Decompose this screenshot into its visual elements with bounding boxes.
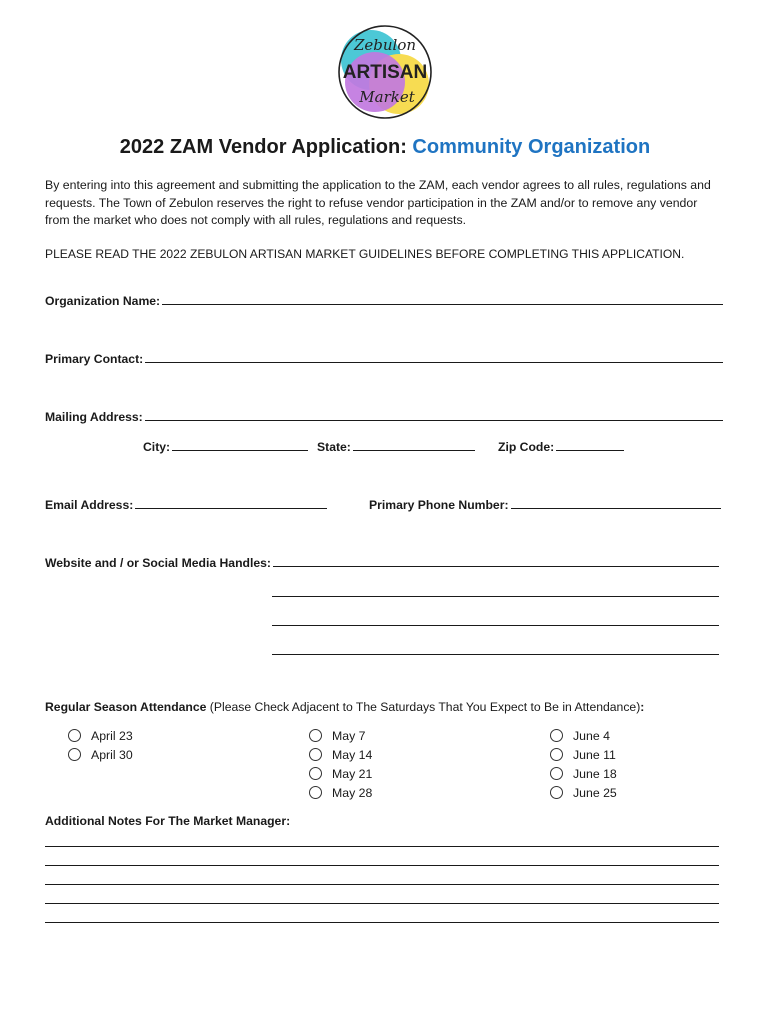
attendance-option[interactable] <box>309 726 372 745</box>
radio-circle-icon[interactable] <box>550 729 563 742</box>
mailing-address-label: Mailing Address: <box>45 410 143 424</box>
organization-name-input-line[interactable] <box>162 292 723 305</box>
attendance-option[interactable] <box>550 783 617 802</box>
website-social-label: Website and / or Social Media Handles: <box>45 556 271 570</box>
email-address-label: Email Address: <box>45 498 134 512</box>
attendance-option-label: May 7 <box>332 728 366 743</box>
primary-phone-field[interactable] <box>369 496 721 512</box>
attendance-option-label: June 4 <box>573 728 610 743</box>
attendance-option-label: May 28 <box>332 785 373 800</box>
email-address-input-line[interactable] <box>135 496 327 509</box>
city-label: City: <box>143 440 171 454</box>
additional-notes-label: Additional Notes For The Market Manager: <box>45 814 291 828</box>
city-input-line[interactable] <box>172 438 308 451</box>
state-field[interactable] <box>317 438 475 454</box>
attendance-option-label: June 11 <box>573 747 616 762</box>
intro-paragraph: By entering into this agreement and submitting the application to the ZAM, each vendor agrees to all rules, regulations and requests. The Town of Zebulon reserves the right to refuse vendor participation in the ZAM and/or to remove any vendor from the market who does not comply with all rules, regulations and requests. <box>45 178 711 227</box>
state-label: State: <box>317 440 351 454</box>
logo-text-line2: ARTISAN <box>342 62 428 83</box>
attendance-option[interactable] <box>309 764 372 783</box>
radio-circle-icon[interactable] <box>68 748 81 761</box>
notes-input-line-4[interactable] <box>45 903 719 904</box>
title-accent: Community Organization <box>412 136 651 158</box>
attendance-label-note: (Please Check Adjacent to The Saturdays That You Expect to Be in Attendance) <box>206 700 641 714</box>
attendance-option-label: April 30 <box>91 747 133 762</box>
page-title <box>0 136 770 159</box>
notes-input-line-5[interactable] <box>45 922 719 923</box>
primary-contact-field[interactable] <box>45 350 723 366</box>
zip-code-input-line[interactable] <box>556 438 624 451</box>
attendance-option[interactable] <box>68 745 133 764</box>
attendance-option-label: April 23 <box>91 728 133 743</box>
radio-circle-icon[interactable] <box>309 767 322 780</box>
attendance-column-april <box>68 726 133 764</box>
primary-contact-input-line[interactable] <box>145 350 723 363</box>
radio-circle-icon[interactable] <box>309 786 322 799</box>
notes-input-line-2[interactable] <box>45 865 719 866</box>
attendance-label <box>45 700 644 714</box>
primary-contact-label: Primary Contact: <box>45 352 144 366</box>
logo-text-line3: Market <box>359 88 415 106</box>
website-social-input-line-4[interactable] <box>272 654 719 655</box>
attendance-label-colon: : <box>640 700 645 714</box>
attendance-label-bold: Regular Season Attendance <box>45 700 207 714</box>
attendance-column-june <box>550 726 617 802</box>
state-input-line[interactable] <box>353 438 475 451</box>
website-social-input-line-3[interactable] <box>272 625 719 626</box>
notes-input-line-1[interactable] <box>45 846 719 847</box>
attendance-option[interactable] <box>550 726 617 745</box>
attendance-option[interactable] <box>550 745 617 764</box>
zip-code-label: Zip Code: <box>498 440 555 454</box>
website-social-field[interactable] <box>45 554 719 570</box>
radio-circle-icon[interactable] <box>309 729 322 742</box>
organization-name-field[interactable] <box>45 292 723 308</box>
organization-name-label: Organization Name: <box>45 294 161 308</box>
guidelines-notice: PLEASE READ THE 2022 ZEBULON ARTISAN MARKET GUIDELINES BEFORE COMPLETING THIS APPLICATION. <box>45 247 685 261</box>
radio-circle-icon[interactable] <box>309 748 322 761</box>
mailing-address-field[interactable] <box>45 408 723 424</box>
attendance-option[interactable] <box>68 726 133 745</box>
logo-text-line1: Zebulon <box>353 36 417 54</box>
attendance-option-label: May 21 <box>332 766 373 781</box>
primary-phone-input-line[interactable] <box>511 496 721 509</box>
mailing-address-input-line[interactable] <box>145 408 723 421</box>
website-social-input-line-2[interactable] <box>272 596 719 597</box>
zebulon-artisan-market-logo <box>333 20 437 124</box>
radio-circle-icon[interactable] <box>550 767 563 780</box>
radio-circle-icon[interactable] <box>550 786 563 799</box>
primary-phone-label: Primary Phone Number: <box>369 498 509 512</box>
attendance-option[interactable] <box>550 764 617 783</box>
zip-code-field[interactable] <box>498 438 624 454</box>
radio-circle-icon[interactable] <box>550 748 563 761</box>
attendance-option[interactable] <box>309 783 372 802</box>
attendance-column-may <box>309 726 372 802</box>
attendance-option-label: June 18 <box>573 766 617 781</box>
attendance-option-label: May 14 <box>332 747 373 762</box>
title-main: 2022 ZAM Vendor Application: <box>119 136 413 158</box>
email-address-field[interactable] <box>45 496 327 512</box>
attendance-option[interactable] <box>309 745 372 764</box>
notes-input-line-3[interactable] <box>45 884 719 885</box>
radio-circle-icon[interactable] <box>68 729 81 742</box>
attendance-option-label: June 25 <box>573 785 617 800</box>
logo-graphic <box>333 20 437 124</box>
website-social-input-line-1[interactable] <box>273 554 719 567</box>
city-field[interactable] <box>143 438 308 454</box>
